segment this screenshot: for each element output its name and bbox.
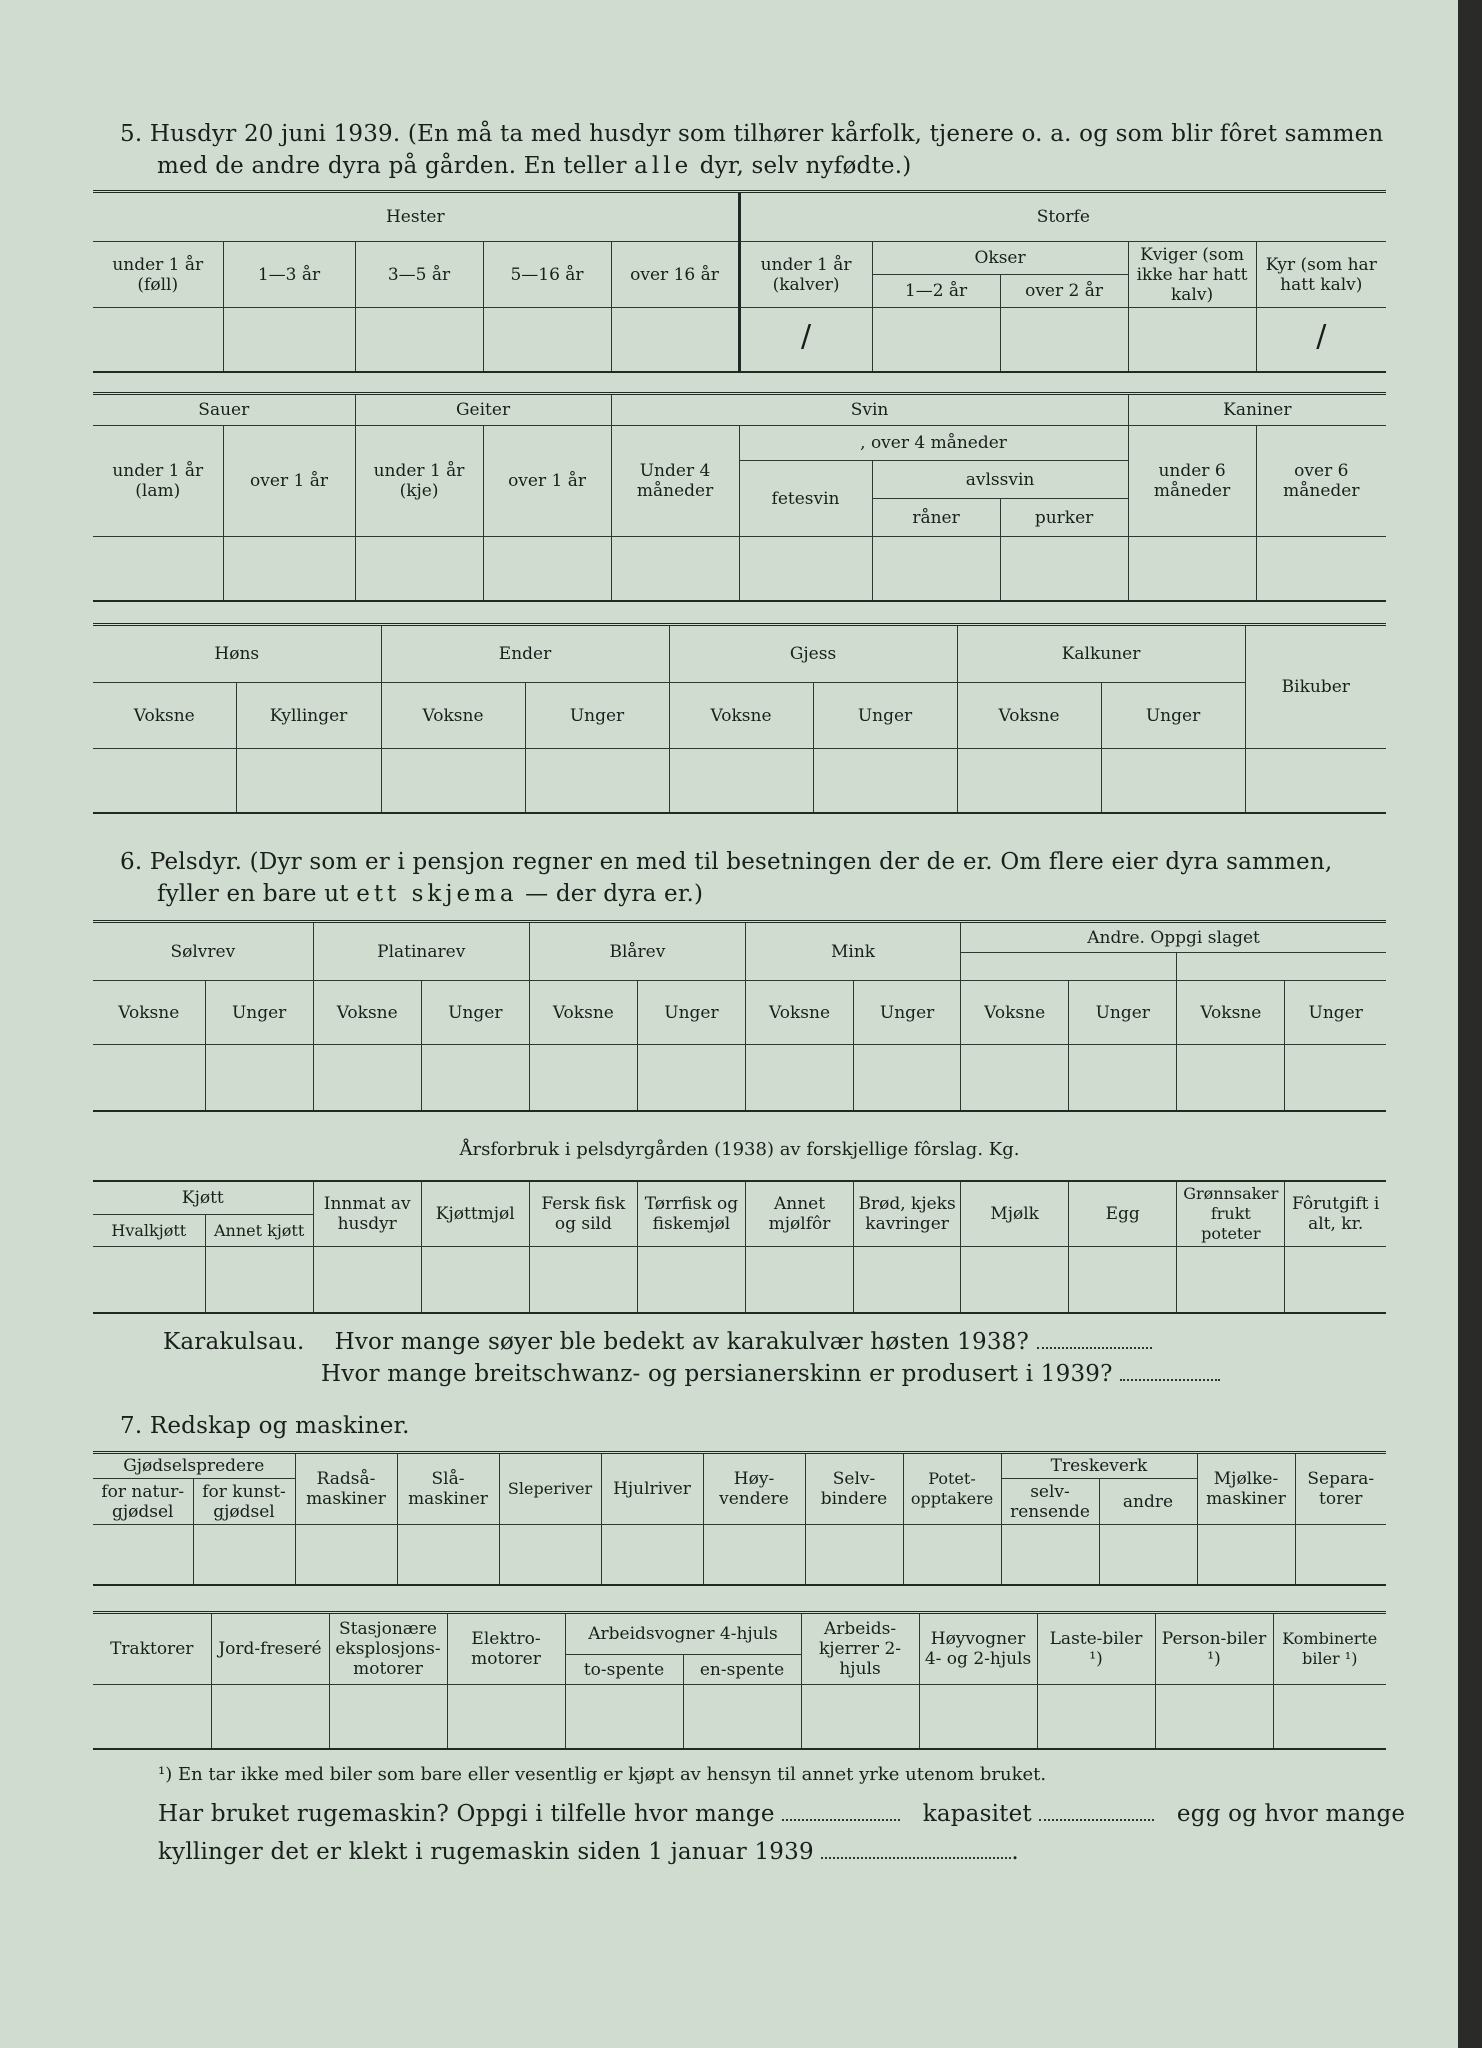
col-unger: Unger bbox=[854, 981, 961, 1045]
entry-cell[interactable] bbox=[93, 1685, 211, 1749]
entry-cell[interactable] bbox=[205, 1247, 313, 1313]
entry-cell[interactable] bbox=[211, 1685, 329, 1749]
scan-edge bbox=[1458, 0, 1482, 2048]
col-voksne: Voksne bbox=[1177, 981, 1285, 1045]
incubator-question-line-2: kyllinger det er klekt i rugemaskin siden 1 januar 1939 . bbox=[158, 1839, 1019, 1865]
section-6-line-2: fyller en bare ut ett skjema — der dyra er.) bbox=[157, 881, 704, 907]
entry-cell[interactable] bbox=[499, 1525, 601, 1585]
entry-cell[interactable] bbox=[447, 1685, 565, 1749]
entry-cell[interactable] bbox=[854, 1045, 961, 1111]
entry-cell[interactable] bbox=[525, 749, 669, 813]
entry-cell[interactable] bbox=[93, 1247, 205, 1313]
col-voksne: Voksne bbox=[745, 981, 853, 1045]
header-hons: Høns bbox=[93, 625, 381, 683]
col-lamb: under 1 år (lam) bbox=[93, 426, 223, 537]
col-ender-voksne: Voksne bbox=[381, 683, 525, 749]
entry-cell[interactable] bbox=[313, 1045, 421, 1111]
table-row bbox=[93, 1525, 1386, 1585]
col-voksne: Voksne bbox=[529, 981, 637, 1045]
entry-cell[interactable] bbox=[961, 1045, 1069, 1111]
col-gjess-voksne: Voksne bbox=[669, 683, 813, 749]
header-mink: Mink bbox=[745, 922, 960, 981]
col-horse-5-16: 5—16 år bbox=[483, 242, 611, 308]
table-row bbox=[93, 1685, 1386, 1749]
col-raner: råner bbox=[872, 499, 1000, 537]
header-arbeidsvogner: Arbeidsvogner 4-hjuls bbox=[565, 1613, 801, 1655]
col-okser-1-2: 1—2 år bbox=[872, 275, 1000, 308]
entry-cell[interactable] bbox=[739, 308, 872, 372]
col-kyr: Kyr (som har hatt kalv) bbox=[1256, 242, 1386, 308]
col-horse-over-16: over 16 år bbox=[611, 242, 739, 308]
entry-cell[interactable] bbox=[703, 1525, 805, 1585]
col-annet-kjott: Annet kjøtt bbox=[205, 1215, 313, 1247]
header-gjodselspredere: Gjødselspredere bbox=[93, 1453, 295, 1479]
col-forutgift: Fôrutgift i alt, kr. bbox=[1285, 1181, 1386, 1247]
section-7-heading: 7. Redskap og maskiner. bbox=[120, 1413, 410, 1439]
col-radsamaskiner: Radså-maskiner bbox=[295, 1453, 397, 1525]
entry-cell[interactable] bbox=[872, 308, 1000, 372]
entry-cell[interactable] bbox=[1285, 1045, 1386, 1111]
entry-cell[interactable] bbox=[93, 749, 236, 813]
entry-cell[interactable] bbox=[93, 308, 223, 372]
col-mjolk: Mjølk bbox=[961, 1181, 1069, 1247]
entry-cell[interactable] bbox=[1101, 749, 1245, 813]
machines-table-1 bbox=[93, 1451, 1386, 1586]
entry-cell[interactable] bbox=[872, 537, 1000, 601]
entry-cell[interactable] bbox=[193, 1525, 295, 1585]
header-blarev: Blårev bbox=[529, 922, 745, 981]
entry-cell[interactable] bbox=[529, 1247, 637, 1313]
karakul-question-2: Hvor mange breitschwanz- og persianerskinn er produsert i 1939? bbox=[321, 1358, 1220, 1390]
header-ender: Ender bbox=[381, 625, 669, 683]
col-traktorer: Traktorer bbox=[93, 1613, 211, 1685]
header-bikuber: Bikuber bbox=[1245, 625, 1386, 749]
col-selvrensende: selv-rensende bbox=[1001, 1479, 1099, 1525]
header-gjess: Gjess bbox=[669, 625, 957, 683]
col-sheep-over-1: over 1 år bbox=[223, 426, 355, 537]
col-voksne: Voksne bbox=[313, 981, 421, 1045]
header-kalkuner: Kalkuner bbox=[957, 625, 1245, 683]
handwritten-mark: / bbox=[800, 319, 812, 355]
header-andre: Andre. Oppgi slaget bbox=[961, 922, 1386, 953]
col-andre: andre bbox=[1099, 1479, 1197, 1525]
entry-cell[interactable] bbox=[854, 1247, 961, 1313]
header-storfe: Storfe bbox=[739, 192, 1386, 242]
entry-cell[interactable] bbox=[805, 1525, 903, 1585]
entry-cell[interactable] bbox=[529, 1045, 637, 1111]
entry-cell[interactable] bbox=[93, 1525, 193, 1585]
col-sleperiver: Sleperiver bbox=[499, 1453, 601, 1525]
entry-cell[interactable] bbox=[1000, 537, 1128, 601]
col-kjottmjol: Kjøttmjøl bbox=[421, 1181, 529, 1247]
col-enspente: en-spente bbox=[683, 1655, 801, 1685]
entry-cell[interactable] bbox=[313, 1247, 421, 1313]
entry-cell[interactable] bbox=[1069, 1247, 1177, 1313]
entry-cell[interactable] bbox=[223, 308, 355, 372]
header-platinarev: Platinarev bbox=[313, 922, 529, 981]
header-kjott: Kjøtt bbox=[93, 1181, 313, 1215]
livestock-table-sheep-pigs bbox=[93, 392, 1386, 602]
col-gjess-unger: Unger bbox=[813, 683, 957, 749]
col-unger: Unger bbox=[1285, 981, 1386, 1045]
col-innmat: Innmat av husdyr bbox=[313, 1181, 421, 1247]
col-pig-under-4: Under 4 måneder bbox=[611, 426, 739, 537]
header-geiter: Geiter bbox=[355, 394, 611, 426]
entry-cell[interactable] bbox=[381, 749, 525, 813]
col-torrfisk: Tørrfisk og fiskemjøl bbox=[637, 1181, 745, 1247]
col-tospente: to-spente bbox=[565, 1655, 683, 1685]
header-solvrev: Sølvrev bbox=[93, 922, 313, 981]
col-hvalkjott: Hvalkjøtt bbox=[93, 1215, 205, 1247]
col-kalkuner-voksne: Voksne bbox=[957, 683, 1101, 749]
col-ender-unger: Unger bbox=[525, 683, 669, 749]
col-purker: purker bbox=[1000, 499, 1128, 537]
col-rabbit-over-6: over 6 måneder bbox=[1256, 426, 1386, 537]
entry-cell[interactable] bbox=[611, 308, 739, 372]
livestock-table-horses-cattle bbox=[93, 190, 1386, 373]
feed-table-title: Årsforbruk i pelsdyrgården (1938) av forskjellige fôrslag. Kg. bbox=[459, 1139, 1020, 1160]
col-annet-mjolfor: Annet mjølfôr bbox=[745, 1181, 853, 1247]
col-mjolkemaskiner: Mjølke-maskiner bbox=[1197, 1453, 1295, 1525]
col-brod: Brød, kjeks kavringer bbox=[854, 1181, 961, 1247]
col-okser: Okser bbox=[872, 242, 1128, 275]
col-hoyvendere: Høy-vendere bbox=[703, 1453, 805, 1525]
col-unger: Unger bbox=[1069, 981, 1177, 1045]
entry-cell[interactable] bbox=[397, 1525, 499, 1585]
col-cattle-under-1: under 1 år (kalver) bbox=[739, 242, 872, 308]
entry-cell[interactable] bbox=[1128, 308, 1256, 372]
entry-cell[interactable] bbox=[1197, 1525, 1295, 1585]
entry-cell[interactable] bbox=[1177, 1045, 1285, 1111]
col-selvbindere: Selv-bindere bbox=[805, 1453, 903, 1525]
entry-cell[interactable] bbox=[483, 537, 611, 601]
entry-cell[interactable] bbox=[1128, 537, 1256, 601]
feed-consumption-table bbox=[93, 1180, 1386, 1314]
col-rabbit-under-6: under 6 måneder bbox=[1128, 426, 1256, 537]
entry-cell[interactable] bbox=[961, 1247, 1069, 1313]
col-kalkuner-unger: Unger bbox=[1101, 683, 1245, 749]
entry-cell[interactable] bbox=[745, 1247, 853, 1313]
col-hoyvogner: Høyvogner 4- og 2-hjuls bbox=[919, 1613, 1037, 1685]
incubator-question-line-1: Har bruket rugemaskin? Oppgi i tilfelle hvor mange kapasitet egg og hvor mange bbox=[158, 1801, 1406, 1827]
entry-cell[interactable] bbox=[683, 1685, 801, 1749]
col-pig-over-4: , over 4 måneder bbox=[739, 426, 1128, 461]
col-horse-3-5: 3—5 år bbox=[355, 242, 483, 308]
entry-cell[interactable] bbox=[919, 1685, 1037, 1749]
section-5-line-2: med de andre dyra på gården. En teller alle dyr, selv nyfødte.) bbox=[157, 153, 912, 179]
col-hjulriver: Hjulriver bbox=[601, 1453, 703, 1525]
entry-cell[interactable] bbox=[421, 1247, 529, 1313]
entry-cell[interactable] bbox=[236, 749, 381, 813]
table-row bbox=[93, 1247, 1386, 1313]
col-jordfresere: Jord-freseré bbox=[211, 1613, 329, 1685]
col-kombinerte: Kombinerte biler ¹) bbox=[1273, 1613, 1386, 1685]
col-fersk-fisk: Fersk fisk og sild bbox=[529, 1181, 637, 1247]
col-elektromotorer: Elektro-motorer bbox=[447, 1613, 565, 1685]
entry-cell[interactable] bbox=[903, 1525, 1001, 1585]
entry-cell[interactable] bbox=[669, 749, 813, 813]
section-5-line-1: 5. Husdyr 20 juni 1939. (En må ta med husdyr som tilhører kårfolk, tjenere o. a. og som blir fôret sammen bbox=[120, 121, 1384, 147]
entry-cell[interactable] bbox=[637, 1247, 745, 1313]
entry-cell[interactable] bbox=[637, 1045, 745, 1111]
header-svin: Svin bbox=[611, 394, 1128, 426]
table-row bbox=[93, 537, 1386, 601]
entry-cell[interactable] bbox=[611, 537, 739, 601]
entry-cell[interactable] bbox=[813, 749, 957, 813]
col-personbiler: Person-biler ¹) bbox=[1155, 1613, 1273, 1685]
col-lastebiler: Laste-biler ¹) bbox=[1037, 1613, 1155, 1685]
entry-cell[interactable] bbox=[739, 537, 872, 601]
entry-cell[interactable] bbox=[1037, 1685, 1155, 1749]
entry-cell[interactable] bbox=[355, 308, 483, 372]
entry-cell[interactable] bbox=[483, 308, 611, 372]
entry-cell[interactable] bbox=[1256, 537, 1386, 601]
header-hester: Hester bbox=[93, 192, 739, 242]
entry-cell[interactable] bbox=[295, 1525, 397, 1585]
entry-cell[interactable] bbox=[1001, 1525, 1099, 1585]
footnote: ¹) En tar ikke med biler som bare eller vesentlig er kjøpt av hensyn til annet yrke utenom bruket. bbox=[158, 1764, 1047, 1785]
entry-cell[interactable] bbox=[1069, 1045, 1177, 1111]
karakul-question-1: Karakulsau. Hvor mange søyer ble bedekt av karakulvær høsten 1938? bbox=[163, 1326, 1152, 1358]
col-gronnsaker: Grønnsaker frukt poteter bbox=[1177, 1181, 1285, 1247]
entry-cell[interactable] bbox=[1000, 308, 1128, 372]
incubator-count-input[interactable] bbox=[782, 1819, 900, 1821]
entry-cell[interactable] bbox=[1295, 1525, 1386, 1585]
col-hons-kyllinger: Kyllinger bbox=[236, 683, 381, 749]
karakul-answer-1[interactable] bbox=[1037, 1347, 1152, 1349]
header-sauer: Sauer bbox=[93, 394, 355, 426]
poultry-table bbox=[93, 623, 1386, 814]
col-kviger: Kviger (som ikke har hatt kalv) bbox=[1128, 242, 1256, 308]
entry-cell[interactable] bbox=[1256, 308, 1386, 372]
entry-cell[interactable] bbox=[1177, 1247, 1285, 1313]
col-horse-under-1: under 1 år (føll) bbox=[93, 242, 223, 308]
entry-cell[interactable] bbox=[565, 1685, 683, 1749]
entry-cell[interactable] bbox=[93, 1045, 205, 1111]
section-5-heading bbox=[120, 118, 1430, 182]
col-slamaskiner: Slå-maskiner bbox=[397, 1453, 499, 1525]
table-row bbox=[93, 308, 1386, 372]
col-voksne: Voksne bbox=[961, 981, 1069, 1045]
section-6-heading bbox=[120, 846, 1430, 910]
table-row bbox=[93, 1045, 1386, 1111]
col-kunstgjodsel: for kunst-gjødsel bbox=[193, 1479, 295, 1525]
col-potetopptakere: Potet-opptakere bbox=[903, 1453, 1001, 1525]
col-okser-over-2: over 2 år bbox=[1000, 275, 1128, 308]
entry-cell[interactable] bbox=[1155, 1685, 1273, 1749]
chicks-hatched-input[interactable] bbox=[821, 1857, 1011, 1859]
col-unger: Unger bbox=[205, 981, 313, 1045]
handwritten-mark: / bbox=[1316, 319, 1327, 355]
col-unger: Unger bbox=[637, 981, 745, 1045]
col-naturgjodsel: for natur-gjødsel bbox=[93, 1479, 193, 1525]
entry-cell[interactable] bbox=[1285, 1247, 1386, 1313]
col-arbeidskjerrer: Arbeids-kjerrer 2-hjuls bbox=[801, 1613, 919, 1685]
header-treskeverk: Treskeverk bbox=[1001, 1453, 1197, 1479]
col-voksne: Voksne bbox=[93, 981, 205, 1045]
header-kaniner: Kaniner bbox=[1128, 394, 1386, 426]
entry-cell[interactable] bbox=[421, 1045, 529, 1111]
karakul-answer-2[interactable] bbox=[1120, 1379, 1220, 1381]
col-fetesvin: fetesvin bbox=[739, 461, 872, 537]
col-horse-1-3: 1—3 år bbox=[223, 242, 355, 308]
entry-cell[interactable] bbox=[223, 537, 355, 601]
entry-cell[interactable] bbox=[93, 537, 223, 601]
incubator-capacity-input[interactable] bbox=[1039, 1819, 1154, 1821]
section-6-line-1: 6. Pelsdyr. (Dyr som er i pensjon regner en med til besetningen der de er. Om flere eier dyra sammen, bbox=[120, 849, 1333, 875]
col-unger: Unger bbox=[421, 981, 529, 1045]
entry-cell[interactable] bbox=[745, 1045, 853, 1111]
entry-cell[interactable] bbox=[1273, 1685, 1386, 1749]
table-row bbox=[93, 749, 1386, 813]
col-goat-over-1: over 1 år bbox=[483, 426, 611, 537]
entry-cell[interactable] bbox=[1245, 749, 1386, 813]
entry-cell[interactable] bbox=[1099, 1525, 1197, 1585]
entry-cell[interactable] bbox=[329, 1685, 447, 1749]
fur-animals-table bbox=[93, 920, 1386, 1112]
andre-type-1[interactable] bbox=[961, 953, 1177, 981]
col-avlssvin: avlssvin bbox=[872, 461, 1128, 499]
col-egg: Egg bbox=[1069, 1181, 1177, 1247]
entry-cell[interactable] bbox=[601, 1525, 703, 1585]
col-kid: under 1 år (kje) bbox=[355, 426, 483, 537]
entry-cell[interactable] bbox=[801, 1685, 919, 1749]
machines-table-2 bbox=[93, 1611, 1386, 1750]
col-separatorer: Separa-torer bbox=[1295, 1453, 1386, 1525]
andre-type-2[interactable] bbox=[1177, 953, 1386, 981]
col-hons-voksne: Voksne bbox=[93, 683, 236, 749]
entry-cell[interactable] bbox=[355, 537, 483, 601]
entry-cell[interactable] bbox=[205, 1045, 313, 1111]
entry-cell[interactable] bbox=[957, 749, 1101, 813]
col-stasjonaere: Stasjonære eksplosjons-motorer bbox=[329, 1613, 447, 1685]
